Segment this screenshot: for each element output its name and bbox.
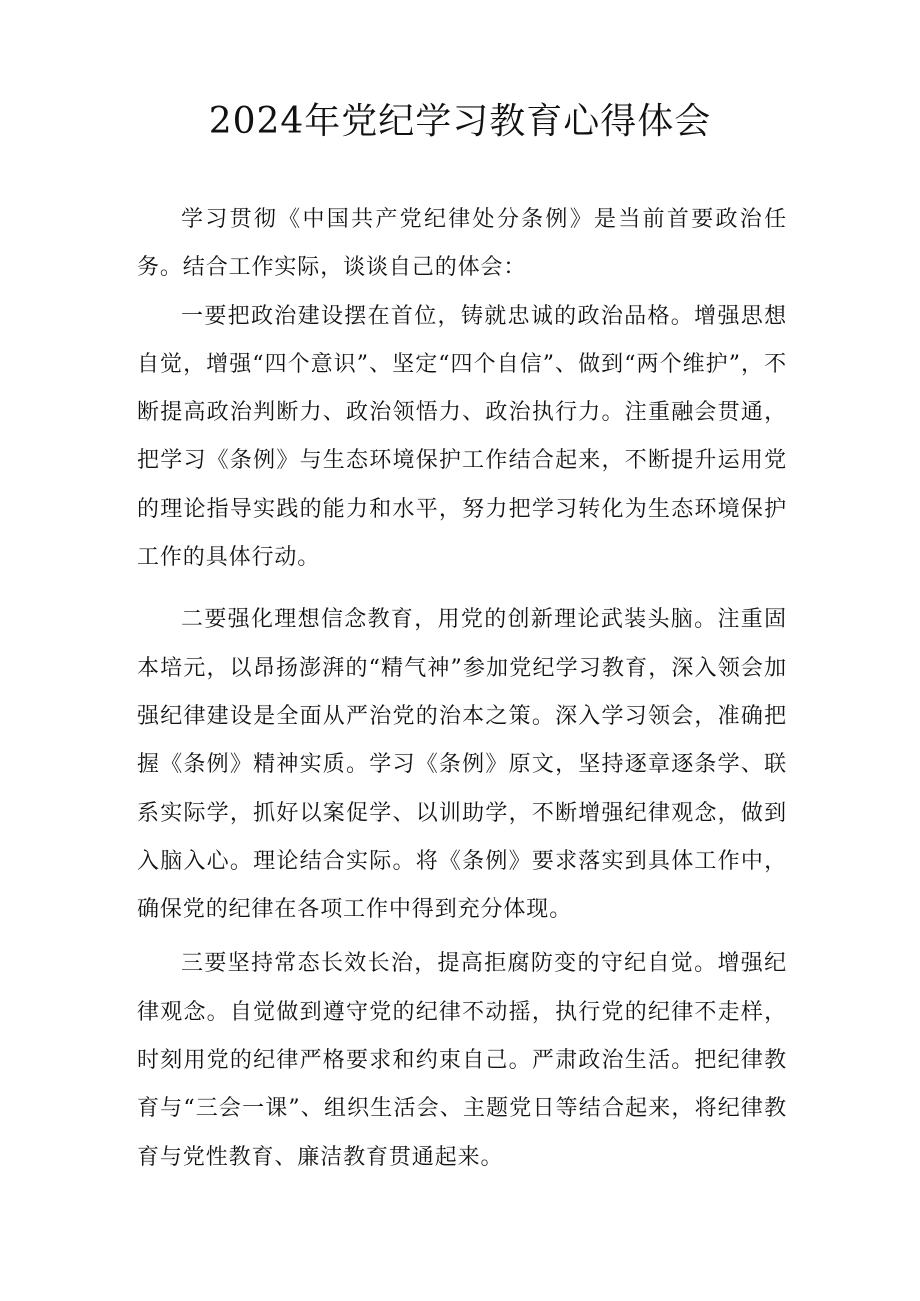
paragraph-point-one: 一要把政治建设摆在首位，铸就忠诚的政治品格。增强思想自觉，增强“四个意识”、坚定“四个自信”、做到“两个维护”，不断提高政治判断力、政治领悟力、政治执行力。注重融会贯通，把学习《条例》与生态环境保护工作结合起来，不断提升运用党的理论指导实践的能力和水平，努力把学习转化为生态环境保护工作的具体行动。 [137,303,787,571]
paragraph-point-two: 二要强化理想信念教育，用党的创新理论武装头脑。注重固本培元，以昂扬澎湃的“精气神”参加党纪学习教育，深入领会加强纪律建设是全面从严治党的治本之策。深入学习领会，准确把握《条例》精神实质。学习《条例》原文，坚持逐章逐条学、联系实际学，抓好以案促学、以训助学，不断增强纪律观念，做到入脑入心。理论结合实际。将《条例》要求落实到具体工作中，确保党的纪律在各项工作中得到充分体现。 [137,607,787,923]
paragraph-intro: 学习贯彻《中国共产党纪律处分条例》是当前首要政治任务。结合工作实际，谈谈自己的体会： [137,207,787,281]
paragraph-point-three: 三要坚持常态长效长治，提高拒腐防变的守纪自觉。增强纪律观念。自觉做到遵守党的纪律不动摇，执行党的纪律不走样，时刻用党的纪律严格要求和约束自己。严肃政治生活。把纪律教育与“三会一课”、组织生活会、主题党日等结合起来，将纪律教育与党性教育、廉洁教育贯通起来。 [137,951,787,1170]
document-body [137,196,787,1196]
document-title: 2024年党纪学习教育心得体会 [208,101,712,142]
